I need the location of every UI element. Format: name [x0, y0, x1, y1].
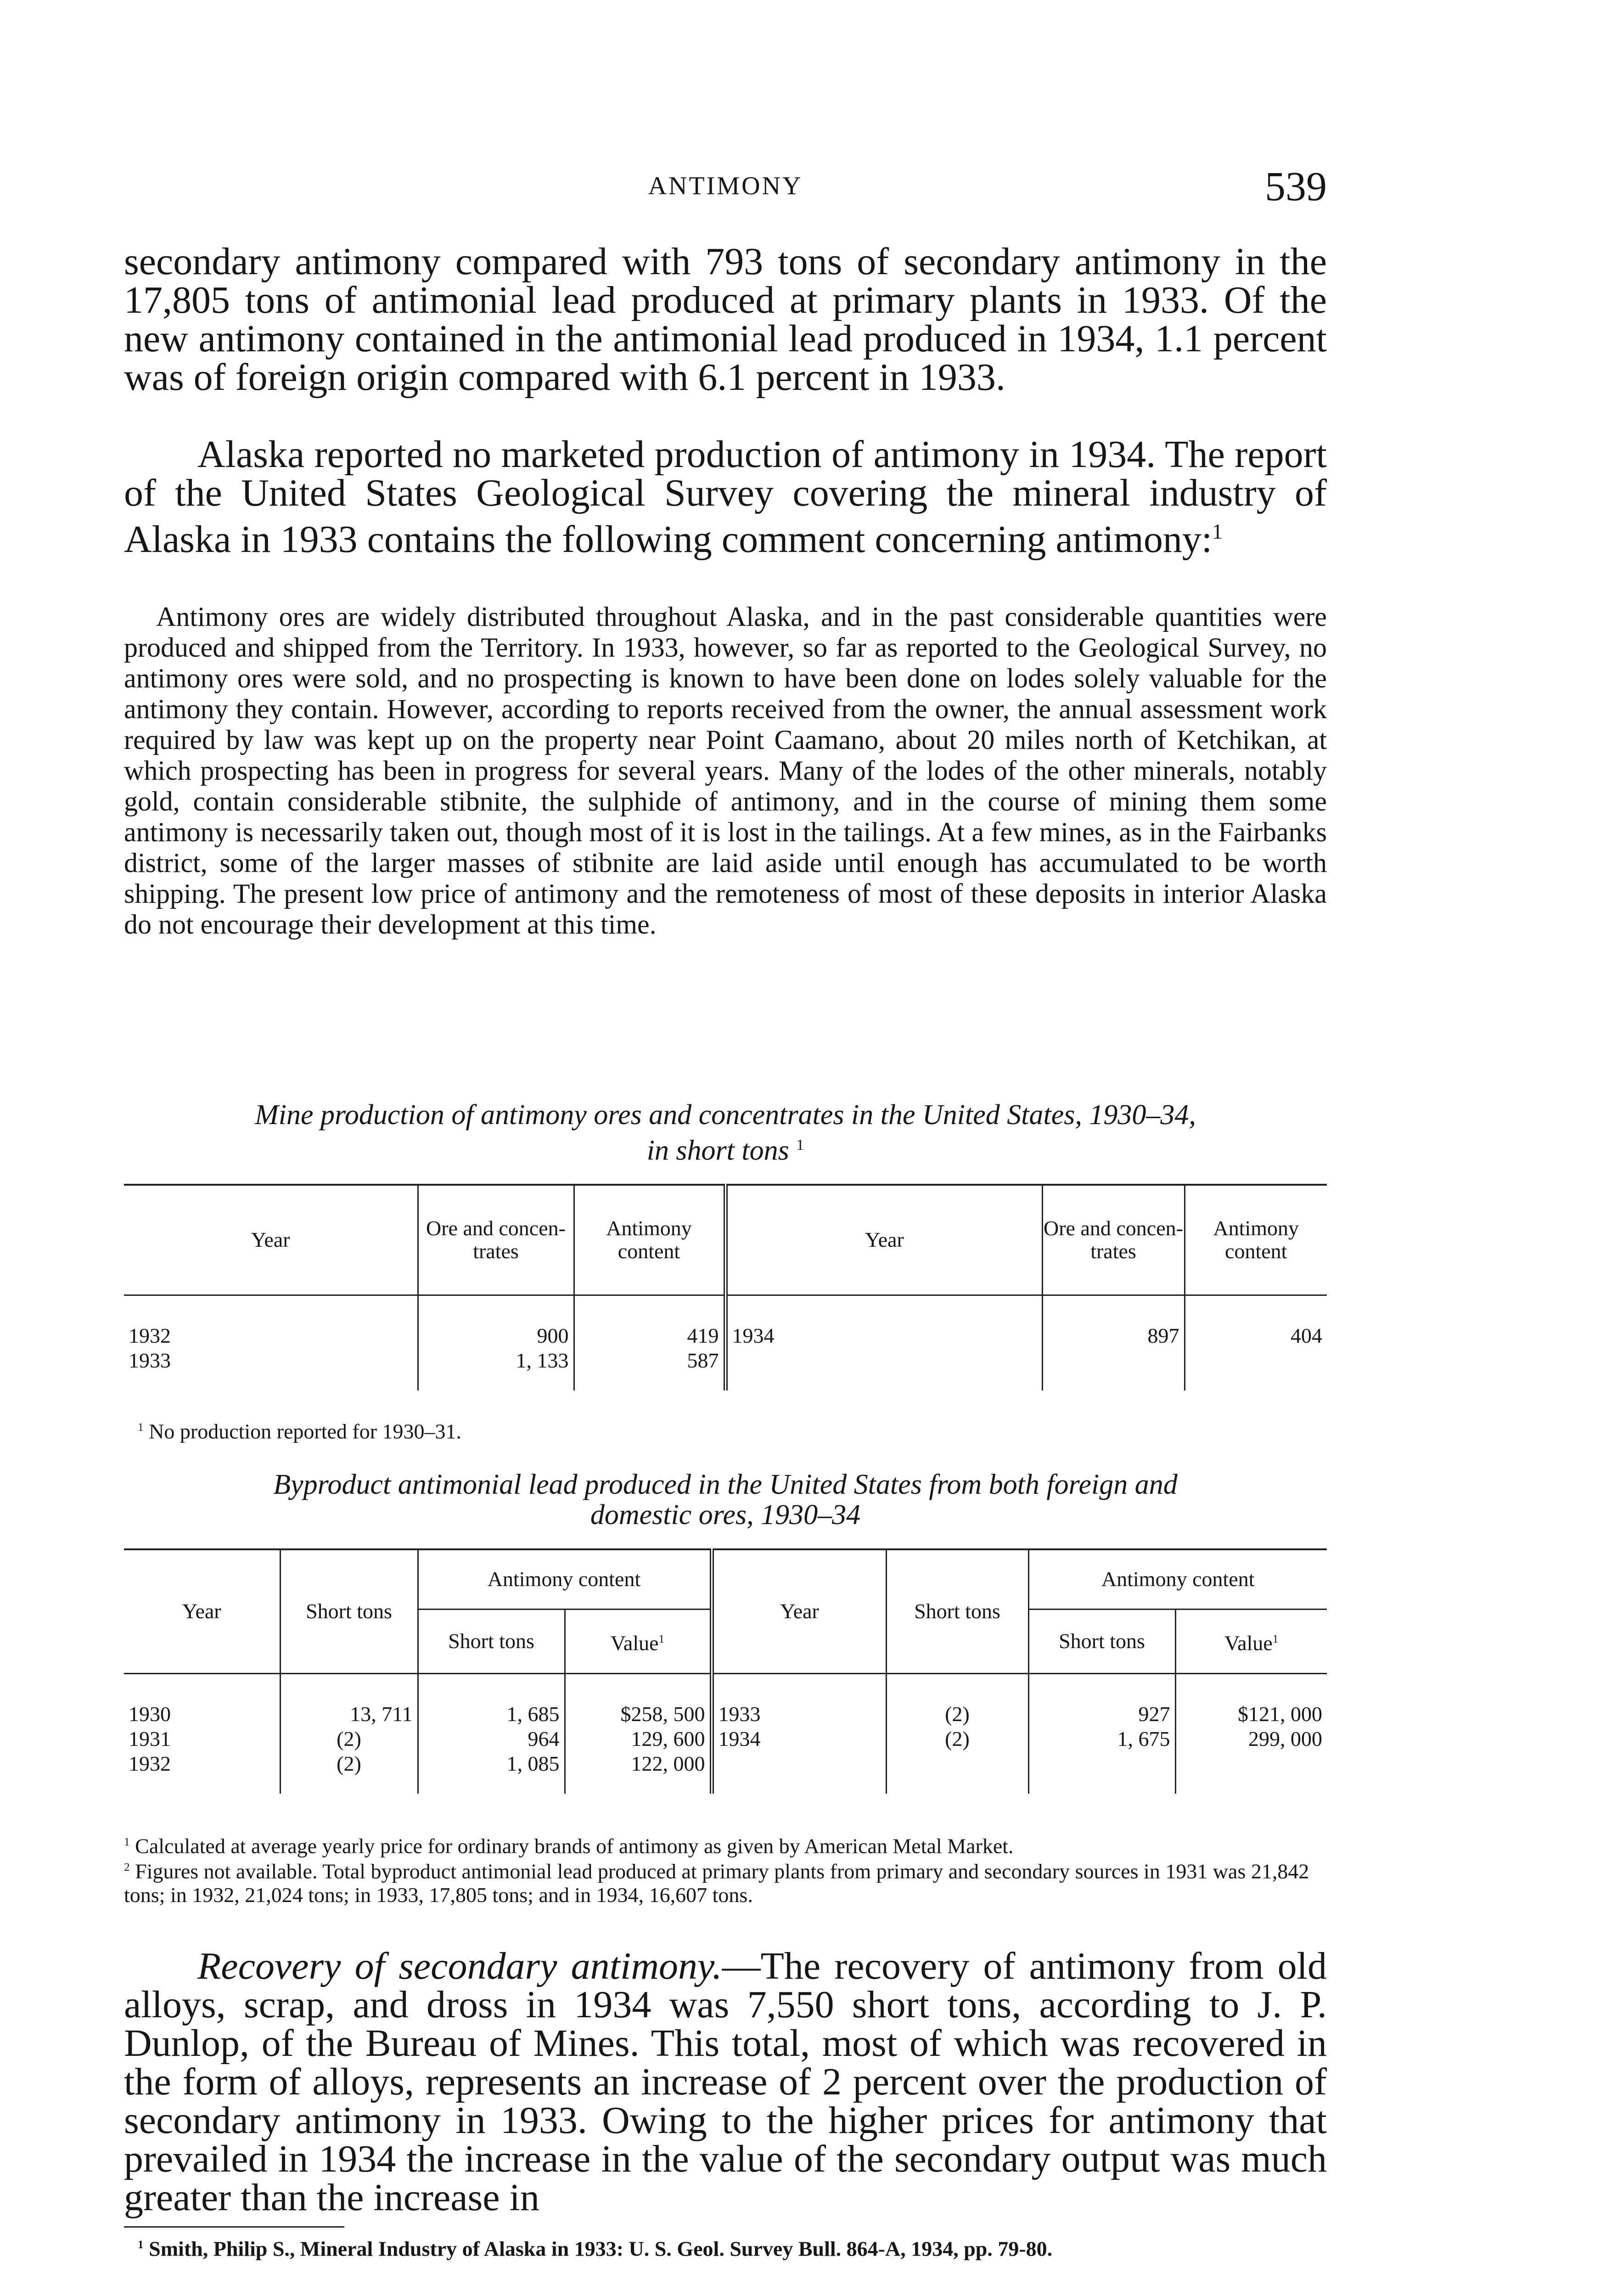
table2-cell-year: 1932 — [124, 1750, 280, 1775]
footnote-text: Smith, Philip S., Mineral Industry of Alaska in 1933: U. S. Geol. Survey Bull. 864-A, 1934, pp. 79-80. — [149, 2237, 1053, 2261]
table2-header-short-tons: Short tons — [280, 1549, 418, 1673]
table1-header-antimony-2: Antimony content — [1185, 1185, 1327, 1295]
table2-header-short-tons-2: Short tons — [886, 1549, 1028, 1673]
table1-footnote — [138, 1415, 1341, 1443]
table2-cell-short-tons: (2) — [280, 1750, 418, 1775]
footnote-divider — [124, 2226, 344, 2228]
table2-caption-line2: domestic ores, 1930–34 — [590, 1499, 861, 1531]
table2-subheader-short-tons: Short tons — [418, 1609, 565, 1673]
table2-cell-sb-tons: 964 — [418, 1726, 565, 1750]
table-row — [124, 1726, 1327, 1750]
footnote-ref: 1 — [138, 1421, 144, 1434]
table2-subheader-value-2 — [1175, 1609, 1327, 1673]
table-row — [124, 1750, 1327, 1775]
table2-subheader-value — [565, 1609, 712, 1673]
footnote-text: Figures not available. Total byproduct antimonial lead produced at primary plants from primary and secondary sources in 1931 was 21,842 tons; in 1932, 21,024 tons; in 1933, 17,805 tons; and in 1934, 16,607 tons. — [124, 1859, 1309, 1907]
table2-header-year: Year — [124, 1549, 280, 1673]
table1-caption-line2: in short tons — [646, 1135, 789, 1166]
footnote-ref: 1 — [658, 1632, 665, 1646]
table1-header-year-2: Year — [725, 1185, 1042, 1295]
paragraph-text: secondary antimony compared with 793 tons of secondary antimony in the 17,805 tons of antimonial lead produced at primary plants in 1933. Of the new antimony contained in the antimonial lead produced in 1934, 1.1 percent was of foreign origin compared with 6.1 percent in 1933. — [124, 240, 1327, 399]
table2-cell-short-tons: (2) — [886, 1726, 1028, 1750]
table1-header-ore-2: Ore and concen- trates — [1042, 1185, 1185, 1295]
table2-cell-year: 1934 — [712, 1726, 886, 1750]
table2-caption-line1: Byproduct antimonial lead produced in the United States from both foreign and — [273, 1469, 1178, 1500]
table2-caption — [124, 1469, 1327, 1530]
table2-cell-year: 1931 — [124, 1726, 280, 1750]
table1-cell-antimony: 404 — [1291, 1324, 1322, 1347]
paragraph-text: —The recovery of antimony from old alloys, scrap, and dross in 1934 was 7,550 short tons, according to J. P. Dunlop, of the Bureau of Mines. This total, most of which was recovered in the form of alloys, represents an increase of 2 percent over the production of secondary antimony in 1933. Owing to the higher prices for antimony that prevailed in 1934 the increase in the value of the secondary output was much greater than the increase in — [124, 1945, 1327, 2219]
table2-cell-year: 1930 — [124, 1701, 280, 1726]
subheader-text: Value — [1224, 1631, 1273, 1655]
table1-caption-line1: Mine production of antimony ores and concentrates in the United States, 1930–34, — [255, 1099, 1196, 1131]
paragraph-secondary-antimony — [124, 242, 1327, 397]
table-row — [124, 1701, 1327, 1726]
footnote-ref: 1 — [124, 1835, 130, 1848]
table-row — [124, 1347, 1327, 1372]
paragraph-text: Alaska reported no marketed production of antimony in 1934. The report of the United States Geological Survey covering the mineral industry of Alaska in 1933 contains the following comment concerning antimony: — [124, 433, 1327, 561]
table-byproduct-lead — [124, 1548, 1327, 1794]
table2-cell-short-tons: 13, 711 — [280, 1701, 418, 1726]
table2-cell-sb-tons: 927 — [1028, 1701, 1175, 1726]
running-head — [124, 163, 1327, 214]
table2-cell-value: 129, 600 — [565, 1726, 712, 1750]
footnote-ref: 1 — [138, 2238, 144, 2251]
subheader-text: Value — [610, 1631, 659, 1655]
table1-cell-antimony: 587 — [574, 1347, 725, 1372]
table2-cell-short-tons: (2) — [886, 1701, 1028, 1726]
table1-cell-antimony: 419 — [574, 1322, 725, 1347]
page-footnote — [138, 2233, 1341, 2261]
table1-header-year: Year — [124, 1185, 418, 1295]
table1-cell-year: 1934 — [725, 1322, 1042, 1347]
table1-cell-ore: 897 — [1042, 1322, 1185, 1347]
table2-header-antimony-content: Antimony content — [418, 1549, 712, 1609]
footnote-ref: 1 — [1272, 1632, 1279, 1646]
table1-cell-ore: 1, 133 — [418, 1347, 574, 1372]
table1-cell-ore: 900 — [418, 1322, 574, 1347]
table2-header-year-2: Year — [712, 1549, 886, 1673]
table2-cell-value: $258, 500 — [565, 1701, 712, 1726]
table1-header-antimony: Antimony content — [574, 1185, 725, 1295]
running-title: ANTIMONY — [648, 172, 803, 200]
table2-cell-year: 1933 — [712, 1701, 886, 1726]
table2-cell-sb-tons: 1, 685 — [418, 1701, 565, 1726]
table1-caption — [124, 1100, 1327, 1166]
table2-cell-short-tons: (2) — [280, 1726, 418, 1750]
table2-cell-value: $121, 000 — [1238, 1702, 1322, 1726]
table1-caption-ref: 1 — [796, 1137, 804, 1154]
table2-cell-sb-tons: 1, 675 — [1028, 1726, 1175, 1750]
block-quote: Antimony ores are widely distributed throughout Alaska, and in the past considerable quantities were produced and shipped from the Territory. In 1933, however, so far as reported to the Geological Survey, no antimony ores were sold, and no prospecting is known to have been done on lodes solely valuable for the antimony they contain. However, according to reports received from the owner, the annual assessment work required by law was kept up on the property near Point Caamano, about 20 miles north of Ketchikan, at which prospecting has been in progress for several years. Many of the lodes of the other minerals, notably gold, contain considerable stibnite, the sulphide of antimony, and in the course of mining them some antimony is necessarily taken out, though most of it is lost in the tailings. At a few mines, as in the Fairbanks district, some of the larger masses of stibnite are laid aside until enough has accumulated to be worth shipping. The present low price of antimony and the remoteness of most of these deposits in interior Alaska do not encourage their development at this time. — [124, 602, 1327, 940]
table2-footnote-2 — [124, 1855, 1327, 1907]
paragraph-recovery — [124, 1947, 1327, 2217]
footnote-text: Calculated at average yearly price for ordinary brands of antimony as given by American Metal Market. — [135, 1834, 1014, 1858]
paragraph-lead-in: Recovery of secondary antimony. — [197, 1945, 722, 1987]
footnote-ref: 2 — [124, 1861, 130, 1874]
footnote-text: No production reported for 1930–31. — [149, 1419, 462, 1443]
table-row — [124, 1322, 1327, 1347]
table2-cell-sb-tons: 1, 085 — [418, 1750, 565, 1775]
table2-footnote-1 — [124, 1830, 1327, 1858]
table1-cell-year: 1933 — [124, 1347, 418, 1372]
table1-cell-year: 1932 — [124, 1322, 418, 1347]
footnote-ref: 1 — [1212, 520, 1223, 543]
table2-cell-value: 122, 000 — [565, 1750, 712, 1775]
paragraph-alaska — [124, 435, 1327, 559]
table2-cell-value: 299, 000 — [1248, 1727, 1322, 1750]
table2-header-antimony-content-2: Antimony content — [1028, 1549, 1327, 1609]
page-number: 539 — [1265, 164, 1327, 209]
table1-header-ore: Ore and concen- trates — [418, 1185, 574, 1295]
table2-subheader-short-tons-2: Short tons — [1028, 1609, 1175, 1673]
table-mine-production — [124, 1184, 1327, 1390]
